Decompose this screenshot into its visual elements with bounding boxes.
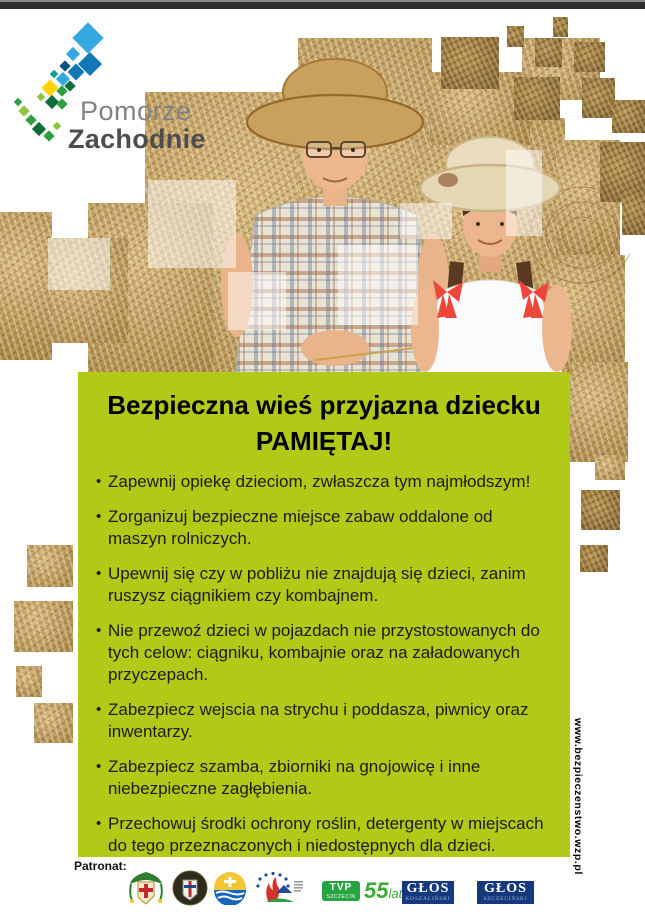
wheat-tile bbox=[14, 601, 73, 652]
safety-bullet: • Zabezpiecz szamba, zbiorniki na gnojowicę i inne niebezpieczne zagłębienia. bbox=[96, 756, 481, 798]
poster-title-remember: PAMIĘTAJ! bbox=[255, 425, 393, 456]
light-square bbox=[48, 238, 110, 290]
safety-bullet: • Zapewnij opiekę dzieciom, zwłaszcza tym najmłodszym! bbox=[96, 471, 531, 491]
light-square bbox=[148, 180, 236, 268]
dark-round-emblem-icon bbox=[172, 870, 208, 906]
glos-s-subtitle: SZCZECIŃSKI bbox=[483, 896, 528, 902]
safety-message-panel bbox=[78, 372, 570, 857]
diocese-coat-of-arms-icon bbox=[126, 868, 166, 908]
poster-title: Bezpieczna wieś przyjazna dziecku bbox=[107, 390, 541, 420]
stars-flame-program-emblem-icon bbox=[254, 871, 304, 906]
tvp-szczecin-logo bbox=[322, 881, 360, 901]
wheat-tile bbox=[27, 545, 73, 587]
light-square bbox=[506, 150, 542, 236]
wheat-tile bbox=[595, 455, 625, 480]
glos-s-title: GŁOS bbox=[484, 881, 527, 896]
wheat-tile bbox=[16, 666, 42, 697]
wheat-tile bbox=[580, 545, 608, 572]
wheat-tile bbox=[581, 490, 620, 530]
glos-szczecinski-logo bbox=[477, 881, 534, 904]
light-square bbox=[400, 203, 452, 239]
tvp-subtext: SZCZECIN bbox=[326, 894, 356, 900]
safety-bullet-list bbox=[78, 467, 570, 857]
safety-bullet: • Przechowuj środki ochrony roślin, detergenty w miejscach do tego przeznaczonych i niedostępnych dla dzieci. bbox=[96, 813, 544, 855]
light-square bbox=[338, 245, 418, 325]
website-url-vertical: www.bezpieczenstwo.wzp.pl bbox=[572, 718, 584, 875]
brand-name-line1: Pomorze bbox=[80, 96, 192, 126]
wheat-tile bbox=[34, 703, 73, 743]
safety-bullet: • Nie przewoź dzieci w pojazdach nie przystostowanych do tych celow: ciągniku, kombajnie oraz na załadowanych przyczepach. bbox=[96, 620, 540, 684]
wheat-tile bbox=[570, 362, 628, 462]
glos-k-title: GŁOS bbox=[406, 881, 450, 896]
lat55-number: 55 bbox=[364, 878, 389, 903]
wheat-tile bbox=[0, 212, 52, 360]
sun-and-waves-emblem-icon bbox=[213, 871, 247, 905]
glos-koszalinski-logo bbox=[402, 881, 454, 904]
safety-bullet: • Upewnij się czy w pobliżu nie znajdują się dzieci, zanim ruszysz ciągnikiem czy kombajnem. bbox=[96, 563, 526, 605]
lat55-suffix: lat bbox=[388, 886, 403, 901]
tvp-55-lat-logo bbox=[364, 879, 402, 906]
tvp-text: TVP bbox=[329, 882, 353, 893]
safety-bullet: • Zorganizuj bezpieczne miejsce zabaw oddalone od maszyn rolniczych. bbox=[96, 506, 493, 548]
brand-name-line2: Zachodnie bbox=[68, 123, 206, 154]
pomorze-zachodnie-logo bbox=[6, 14, 216, 154]
glos-k-subtitle: KOSZALIŃSKI bbox=[405, 896, 451, 902]
light-square bbox=[228, 272, 286, 330]
patronat-label: Patronat: bbox=[74, 859, 127, 873]
safety-bullet: • Zabezpiecz wejscia na strychu i poddasza, piwnicy oraz inwentarzy. bbox=[96, 699, 529, 741]
window-top-bar bbox=[0, 0, 645, 9]
